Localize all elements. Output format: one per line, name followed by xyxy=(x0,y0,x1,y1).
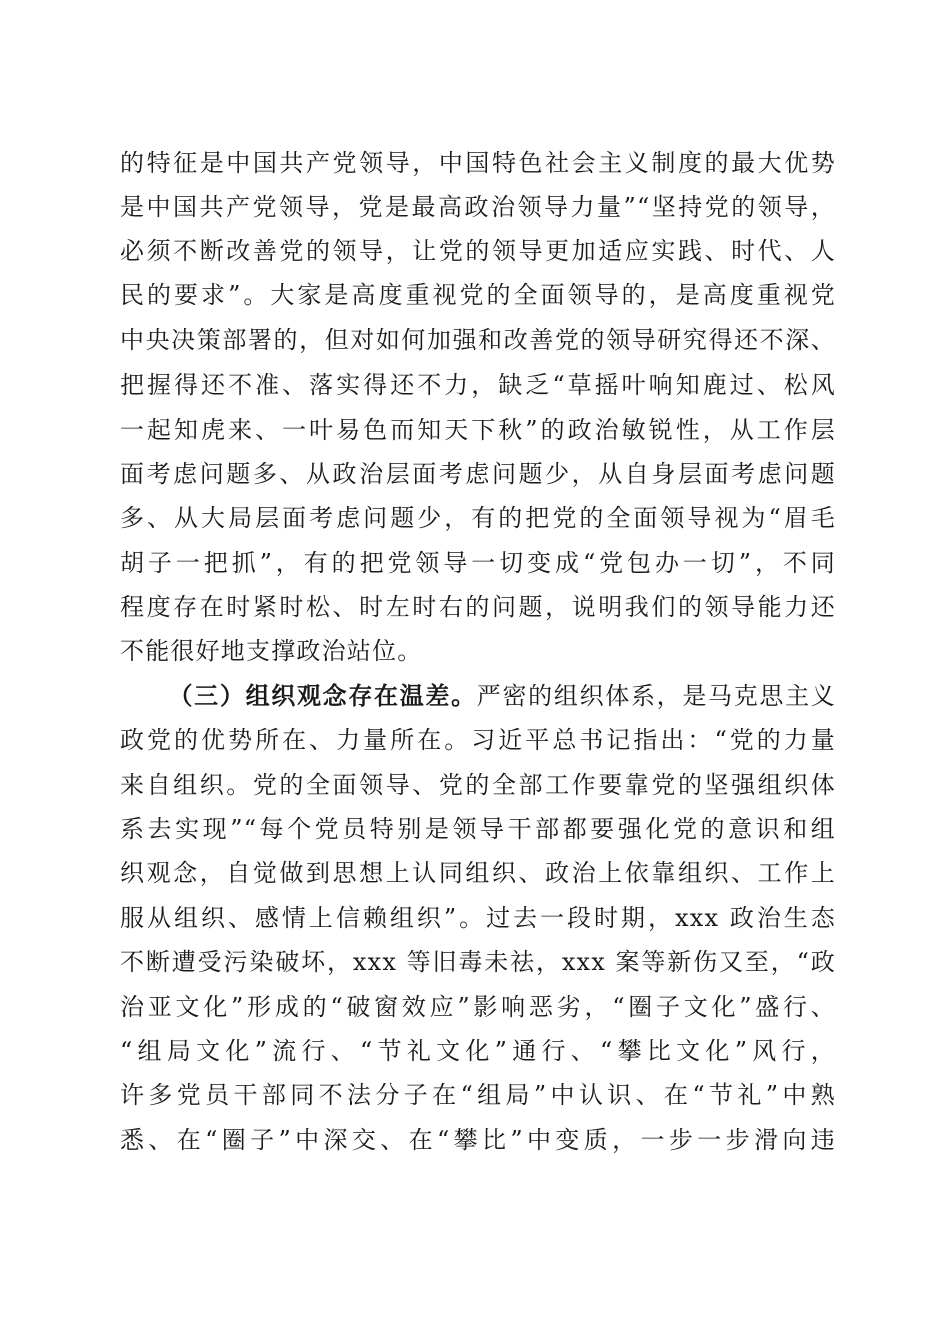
text-line: 不能很好地支撑政治站位。 xyxy=(120,637,423,665)
text-line: 民的要求”。大家是高度重视党的全面领导的，是高度重视党 xyxy=(120,281,836,309)
text-line: 胡子一把抓”，有的把党领导一切变成“党包办一切”，不同 xyxy=(120,549,836,577)
section-heading: （三）组织观念存在温差。 xyxy=(168,682,477,710)
text-line: 中央决策部署的，但对如何加强和改善党的领导研究得还不深、 xyxy=(120,326,836,354)
text-line: 来自组织。党的全面领导、党的全部工作要靠党的坚强组织体 xyxy=(120,771,836,799)
text-line: 悉、在“圈子”中深交、在“攀比”中变质，一步一步滑向违 xyxy=(120,1126,836,1154)
text-line: 面考虑问题多、从政治层面考虑问题少，从自身层面考虑问题 xyxy=(120,460,836,488)
text-line-with-heading xyxy=(120,676,836,716)
text-line: 把握得还不准、落实得还不力，缺乏“草摇叶响知鹿过、松风 xyxy=(120,371,836,399)
text-line: 织观念，自觉做到思想上认同组织、政治上依靠组织、工作上 xyxy=(120,859,836,887)
text-line: 是中国共产党领导，党是最高政治领导力量”“坚持党的领导， xyxy=(120,193,836,221)
text-line: 不断遭受污染破坏，xxx 等旧毒未祛，xxx 案等新伤又至，“政 xyxy=(120,948,836,976)
text-line: 的特征是中国共产党领导，中国特色社会主义制度的最大优势 xyxy=(120,149,836,177)
text-line: “组局文化”流行、“节礼文化”通行、“攀比文化”风行， xyxy=(120,1037,836,1065)
text-line: 政党的优势所在、力量所在。习近平总书记指出：“党的力量 xyxy=(120,726,836,754)
text-line: 程度存在时紧时松、时左时右的问题，说明我们的领导能力还 xyxy=(120,593,836,621)
heading-continuation: 严密的组织体系，是马克思主义 xyxy=(476,682,836,710)
text-line: 多、从大局层面考虑问题少，有的把党的全面领导视为“眉毛 xyxy=(120,504,836,532)
text-line: 许多党员干部同不法分子在“组局”中认识、在“节礼”中熟 xyxy=(120,1081,836,1109)
text-line: 服从组织、感情上信赖组织”。过去一段时期，xxx 政治生态 xyxy=(120,904,836,932)
text-line: 必须不断改善党的领导，让党的领导更加适应实践、时代、人 xyxy=(120,237,836,265)
text-line: 一起知虎来、一叶易色而知天下秋”的政治敏锐性，从工作层 xyxy=(120,416,836,444)
text-line: 系去实现”“每个党员特别是领导干部都要强化党的意识和组 xyxy=(120,815,836,843)
text-line: 治亚文化”形成的“破窗效应”影响恶劣，“圈子文化”盛行、 xyxy=(120,993,836,1021)
